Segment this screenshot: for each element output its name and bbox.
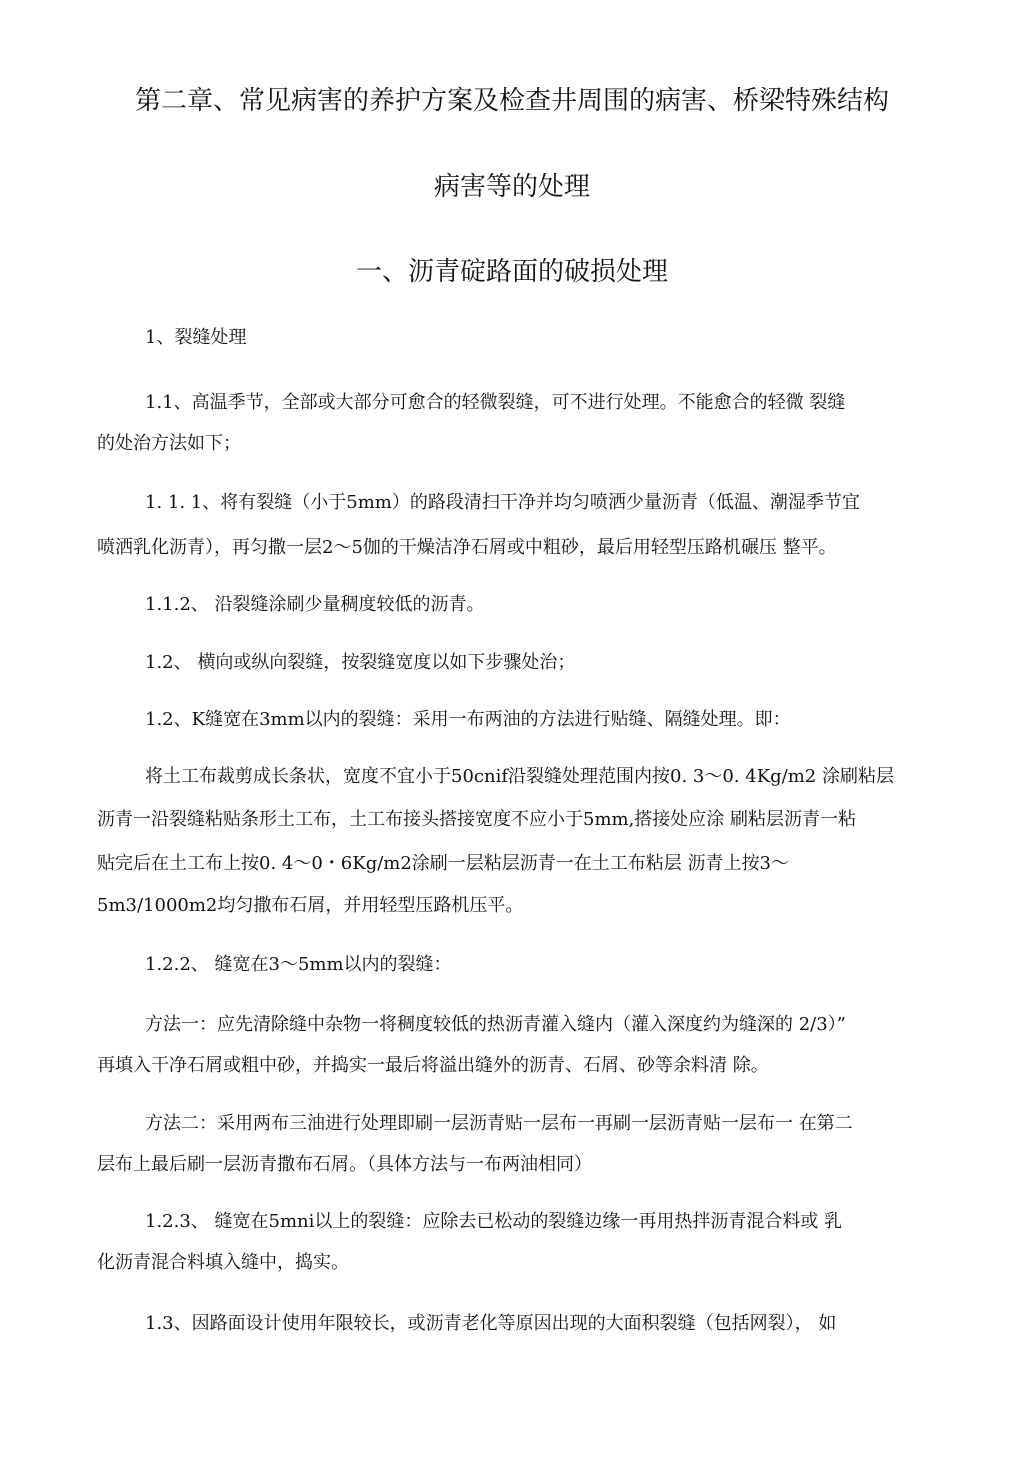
paragraph-line: 将土工布裁剪成长条状，宽度不宜小于50cnif沿裂缝处理范围内按0. 3～0. 4Kg/m2 涂刷粘层 [145, 766, 894, 787]
paragraph-line: 喷洒乳化沥青），再匀撒一层2～5伽的干燥洁净石屑或中粗砂，最后用轻型压路机碾压 整平。 [97, 537, 837, 558]
chapter-title-line-1: 第二章、常见病害的养护方案及检查井周围的病害、桥梁特殊结构 [134, 86, 889, 116]
paragraph-line: 1.1.2、 沿裂缝涂刷少量稠度较低的沥青。 [145, 594, 485, 615]
section-title: 一、沥青碇路面的破损处理 [355, 257, 668, 287]
paragraph-line: 方法一：应先清除缝中杂物一将稠度较低的热沥青灌入缝内（灌入深度约为缝深的 2/3）” [145, 1014, 846, 1035]
paragraph-line: 1.2、K缝宽在3mm以内的裂缝：采用一布两油的方法进行贴缝、隔缝处理。即： [145, 709, 791, 730]
paragraph-line: 的处治方法如下； [97, 433, 241, 454]
paragraph-line: 沥青一沿裂缝粘贴条形土工布，土工布接头搭接宽度不应小于5mm,搭接处应涂 刷粘层沥青一粘 [97, 809, 857, 830]
paragraph-line: 1.2.2、 缝宽在3～5mm以内的裂缝： [145, 954, 452, 975]
paragraph-line: 1.3、因路面设计使用年限较长，或沥青老化等原因出现的大面积裂缝（包括网裂）， 如 [145, 1313, 837, 1334]
paragraph-line: 1. 1. 1、将有裂缝（小于5mm）的路段清扫干净并均匀喷洒少量沥青（低温、潮湿季节宜 [145, 492, 860, 513]
subsection-heading: 1、裂缝处理 [145, 327, 247, 348]
paragraph-line: 层布上最后刷一层沥青撒布石屑。（具体方法与一布两油相同） [97, 1154, 592, 1175]
paragraph-line: 贴完后在土工布上按0. 4～0・6Kg/m2涂刷一层粘层沥青一在土工布粘层 沥青上按3～ [97, 853, 789, 874]
paragraph-line: 1.2、 横向或纵向裂缝，按裂缝宽度以如下步骤处治； [145, 652, 576, 673]
paragraph-line: 5m3/1000m2均匀撒布石屑，并用轻型压路机压平。 [97, 895, 524, 916]
paragraph-line: 1.1、高温季节，全部或大部分可愈合的轻微裂缝，可不进行处理。不能愈合的轻微 裂缝 [145, 392, 846, 413]
paragraph-line: 1.2.3、 缝宽在5mni以上的裂缝：应除去已松动的裂缝边缘一再用热拌沥青混合料或 乳 [145, 1211, 843, 1232]
paragraph-line: 化沥青混合料填入缝中，捣实。 [97, 1252, 349, 1273]
chapter-title-line-2: 病害等的处理 [433, 172, 590, 202]
paragraph-line: 再填入干净石屑或粗中砂，并捣实一最后将溢出缝外的沥青、石屑、砂等余料清 除。 [97, 1055, 769, 1076]
paragraph-line: 方法二：采用两布三油进行处理即刷一层沥青贴一层布一再刷一层沥青贴一层布一 在第二 [145, 1113, 853, 1134]
